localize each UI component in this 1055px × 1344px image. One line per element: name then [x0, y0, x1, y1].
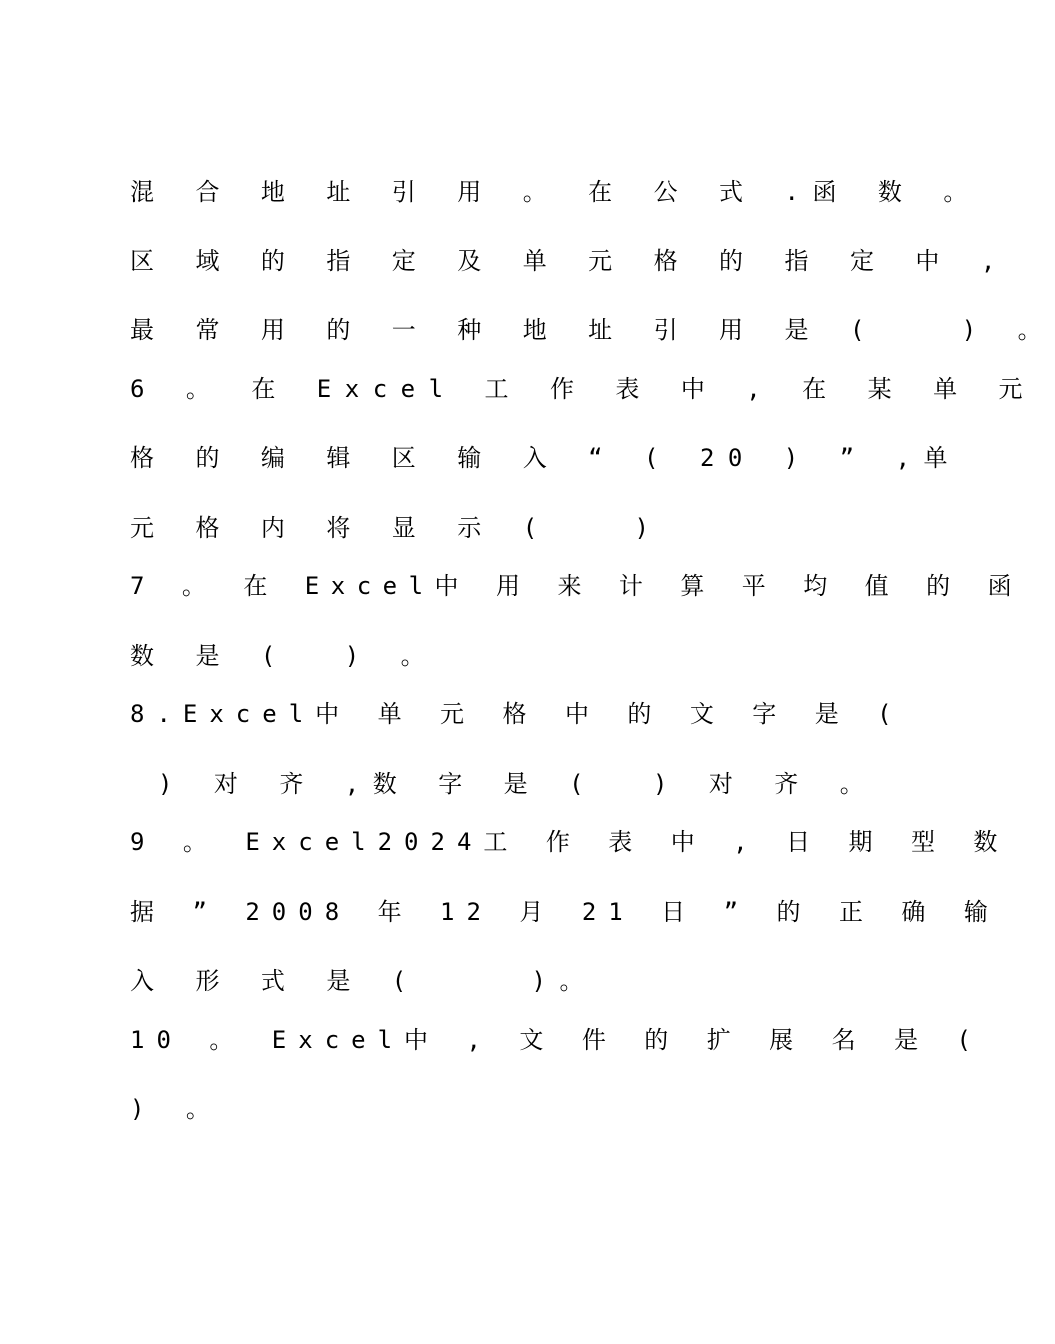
text-line	[130, 1089, 223, 1129]
line-text: 8.Excel中 单 元 格 中 的 文 字 是 (	[130, 700, 904, 728]
text-line	[130, 961, 597, 1001]
line-text: 混 合 地 址 引 用 。 在 公 式 .函 数 。	[130, 178, 981, 206]
text-line	[130, 438, 961, 478]
line-text: ) 对 齐 ,数 字 是 ( ) 对 齐 。	[158, 770, 878, 798]
line-text: 10 。 Excel中 , 文 件 的 扩 展 名 是 (	[130, 1026, 983, 1054]
text-line	[130, 310, 1055, 350]
text-line	[130, 636, 438, 676]
text-line	[130, 566, 1023, 606]
line-text: 9 。 Excel2024工 作 表 中 , 日 期 型 数	[130, 828, 1010, 856]
line-text: 入 形 式 是 ( )。	[130, 967, 597, 995]
line-text: 格 的 编 辑 区 输 入 “ ( 20 ) ” ,单	[130, 444, 962, 472]
line-text: 最 常 用 的 一 种 地 址 引 用 是 ( ) 。	[130, 316, 1055, 344]
line-text: 6 。 在 Excel 工 作 表 中 , 在 某 单 元	[130, 375, 1037, 403]
text-line	[130, 172, 981, 212]
line-text: 7 。 在 Excel中 用 来 计 算 平 均 值 的 函	[130, 572, 1024, 600]
line-text: 数 是 ( ) 。	[130, 642, 439, 670]
text-line	[130, 764, 877, 804]
text-line	[130, 1020, 983, 1060]
text-line	[130, 369, 1036, 409]
text-line	[130, 694, 904, 734]
text-line	[130, 241, 1009, 281]
text-line	[130, 508, 662, 548]
text-line	[130, 822, 1009, 862]
line-text: 据 ” 2008 年 12 月 21 日 ” 的 正 确 输	[130, 898, 1000, 926]
line-text: 元 格 内 将 显 示 ( )	[130, 514, 663, 542]
text-line	[130, 892, 1000, 932]
line-text: ) 。	[130, 1095, 224, 1123]
line-text: 区 域 的 指 定 及 单 元 格 的 指 定 中 ,	[130, 247, 1009, 275]
